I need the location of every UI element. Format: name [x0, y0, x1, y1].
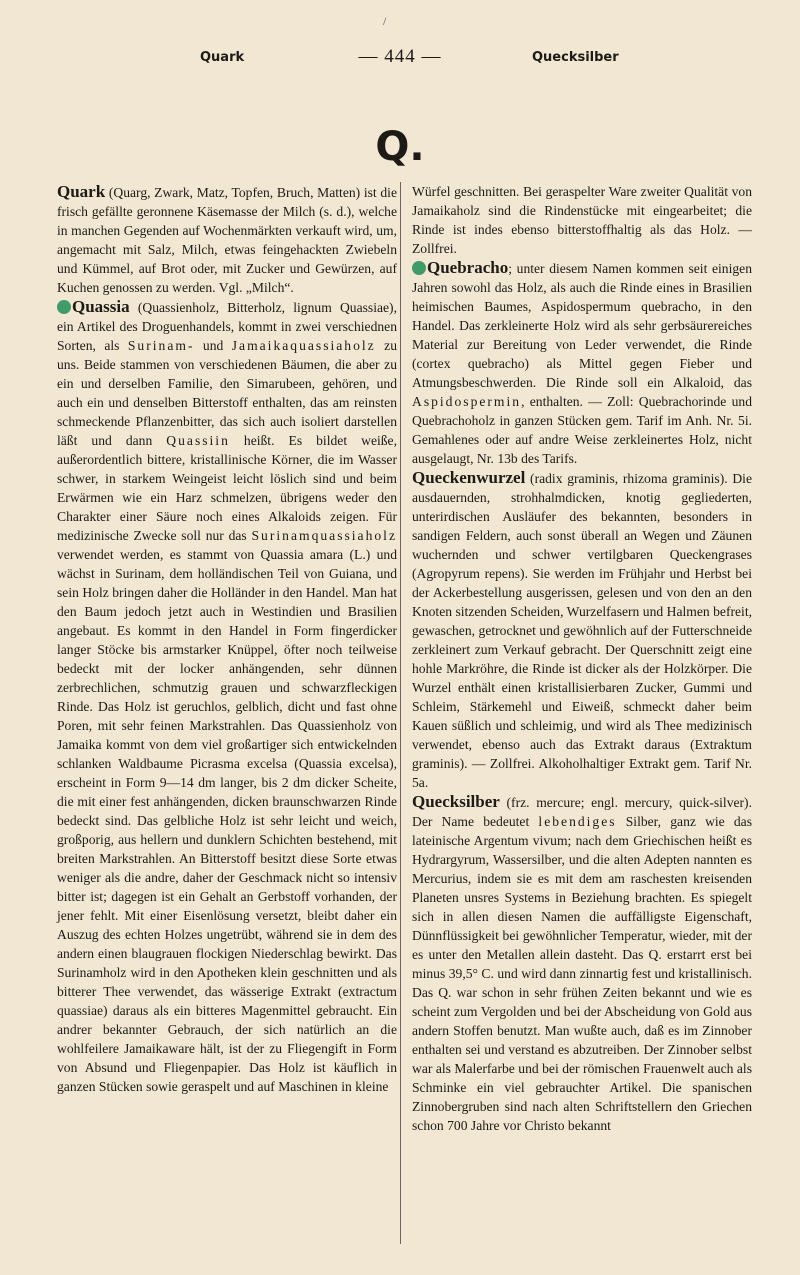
spaced-term: Jamaikaquassiaholz	[231, 338, 376, 353]
right-column	[412, 182, 752, 1135]
entry-quebracho-text-1: ; unter diesem Namen kommen seit einigen Jahren sowohl das Holz, als auch die Rinde eines in Brasilien heimischen Baumes, Aspidospermum quebracho, in den Handel. Das zerkleinerte Holz wird als sehr gerbsäurereiches Material zur Bereitung von Leder verwendet, die Rinde (cortex quebracho) als Mittel gegen Fieber und Atmungsbeschwerden. Die Rinde soll ein Alkaloid, das	[412, 261, 752, 390]
entry-quassia-continuation: Würfel geschnitten. Bei geraspelter Ware zweiter Qualität von Jamaikaholz sind die Rindenstücke mit eingearbeitet; die Rinde ist indes ebenso bitterstoffhaltig als das Holz. — Zollfrei.	[412, 184, 752, 256]
entry-quassia-text-2: und	[194, 338, 232, 353]
page-number: — 444 —	[358, 46, 442, 67]
headword-quebracho: Quebracho	[427, 258, 509, 277]
entry-quassia	[57, 297, 397, 1096]
spaced-term: Surinamquassiaholz	[251, 528, 397, 543]
entry-quecksilber	[412, 792, 752, 1135]
entry-quebracho	[412, 258, 752, 468]
spaced-term: lebendiges	[538, 814, 617, 829]
green-marker-icon	[57, 300, 71, 314]
spaced-term: Aspidospermin	[412, 394, 522, 409]
entry-quebracho-text-2: , enthalten. — Zoll: Quebrachorinde und Quebrachoholz in ganzen Stücken gem. Tarif im Anh. Nr. 5i. Gemahlenes oder auf andre Weise zerkleinertes Holz, nicht ausgelaugt, Nr. 13b des Tarifs.	[412, 394, 752, 466]
entry-quassia-text-5: verwendet werden, es stammt von Quassia amara (L.) und wächst in Surinam, dem holländischen Teil von Guiana, und sein Holz bringen daher die Holländer in den Handel. Man hat den Baum jedoch jetzt auch in Westindien und Brasilien angebaut. Es kommt in den Handel in Form fingerdicker langer Stöcke bis armstarker Knüppel, öfter noch teilweise bedeckt mit der locker anhängenden, sehr dünnen zerbrechlichen, schmutzig grauen und schwarzfleckigen Rinde. Das Holz ist geruchlos, gelblich, dicht und fast ohne Poren, mit sehr feinen Markstrahlen. Das Quassienholz von Jamaika kommt von dem viel großartiger sich entwickelnden schlanken Waldbaume Picrasma excelsa (Quassia excelsa), erscheint in Form 9—14 dm langer, bis 2 dm dicker Scheite, die mit einer fest anhängenden, dicken braunschwarzen Rinde bedeckt sind. Das gelbliche Holz ist sehr leicht und weich, großporig, aus hellern und dunklern Schichten bestehend, mit breiten Markstrahlen. An Bitterstoff besitzt diese Sorte etwas weniger als die andre, daher der Geschmack nicht so intensiv bitter ist; dagegen ist ein Gehalt an Gerbstoff vorhanden, der jener fehlt. Mit einer Eisenlösung versetzt, bleibt daher ein Auszug des echten Holzes ungetrübt, während sie in dem des andern einen blaugrauen flockigen Niederschlag bewirkt. Das Surinamholz wird in den Apotheken klein geschnitten und als bitterer Thee verwendet, das wässerige Extrakt (extractum quassiae) daraus als ein bitteres Magenmittel gebraucht. Ein andrer bekannter Gebrauch, der sich natürlich an die wohlfeilere Jamaikaware hält, ist der zu Fliegengift in Form von Absund und Fliegenpapier. Das Holz ist käuflich in ganzen Stücken sowie geraspelt und auf Maschinen in kleine	[57, 547, 397, 1094]
entry-quassia-text-4: heißt. Es bildet weiße, außerordentlich bittere, kristallinische Körner, die im Wasser schwer, in starkem Weingeist leicht löslich sind und beim Erwärmen wie ein Harz schmelzen, übrigens weder den Charakter einer Säure noch eines Alkaloids zeigen. Für medizinische Zwecke soll nur das	[57, 433, 397, 543]
entry-quark	[57, 182, 397, 297]
entry-quecksilber-text-1: (frz. mercure; engl. mercury, quick-silver). Der Name bedeutet	[412, 795, 752, 829]
entry-queckenwurzel-text: (radix graminis, rhizoma graminis). Die ausdauernden, strohhalmdicken, knotig gegliederten, unterirdischen Ausläufer des bekannten, besonders in sandigen Feldern, auch sonst überall an Wegen und Zäunen wuchernden und schwer vertilgbaren Queckengrases (Agropyrum repens). Sie werden im Frühjahr und Herbst bei der Ackerbestellung ausgerissen, gelesen und von den an den Knoten sitzenden Scheiden, Wurzelfasern und Halmen befreit, gewaschen, getrocknet und gewöhnlich auf der Futterschneide zerkleinert zum Verkauf gebracht. Der Querschnitt zeigt eine hohle Markröhre, die Rinde ist dicker als der Holzkörper. Die Wurzel enthält einen kristallisierbaren Zucker, Gummi und Schleim, Stärkemehl und Eiweiß, schmeckt daher beim Kauen süßlich und schleimig, und wird als Thee medizinisch verwendet, ebenso auch das Extrakt daraus (Extraktum graminis). — Zollfrei. Alkoholhaltiger Extrakt gem. Tarif Nr. 5a.	[412, 471, 752, 790]
running-head-right: Quecksilber	[532, 50, 619, 65]
entry-quassia-text-3: zu uns. Beide stammen von verschiedenen Bäumen, die aber zu ein und derselben Familie, den Simarubeen, gehören, und auch ein und denselben Bitterstoff enthalten, das am reinsten schmeckende Pflanzenbitter, das sich auch isoliert darstellen läßt und dann	[57, 338, 397, 448]
entry-quark-text: (Quarg, Zwark, Matz, Topfen, Bruch, Matten) ist die frisch gefällte geronnene Käsemasse der Milch (s. d.), welche in manchen Gegenden auf Wochenmärkten verkauft wird, um, angemacht mit Salz, Milch, etwas feingehackten Zwiebeln und Kümmel, auf Brot oder, mit Zucker und Gewürzen, auf Kuchen genossen zu werden. Vgl. „Milch“.	[57, 185, 397, 295]
entry-queckenwurzel	[412, 468, 752, 792]
running-head	[0, 46, 800, 70]
green-marker-icon	[412, 261, 426, 275]
spaced-term: Surinam-	[127, 338, 195, 353]
entry-quecksilber-text-2: Silber, ganz wie das lateinische Argentum vivum; nach dem Griechischen heißt es Hydrargyrum, Wassersilber, und die alten Adepten nannten es Mercurius, indem sie es mit dem am raschesten kreisenden Planeten unsres Systems in Beziehung brachten. Es spiegelt sich in allen diesen Namen die auffälligste Eigenschaft, Dünnflüssigkeit bei gewöhnlicher Temperatur, wieder, mit der es unter den Metallen allein dasteht. Das Q. erstarrt erst bei minus 39,5° C. und wird dann zinnartig fest und kristallinisch. Das Q. war schon in sehr frühen Zeiten bekannt und wie es scheint zum Vergolden und bei der Abscheidung von Gold aus andern Stoffen benutzt. Man wußte auch, daß es im Zinnober enthalten sei und verstand es abzutreiben. Der Zinnober selbst war als Malerfarbe und bei der römischen Frauenwelt auch als Schminke ein viel gebrauchter Artikel. Die spanischen Zinnobergruben sind nach alten Schriftstellern den Griechen schon 700 Jahre vor Christo bekannt	[412, 814, 753, 1133]
headword-quassia: Quassia	[72, 297, 130, 316]
headword-quark: Quark	[57, 182, 106, 201]
page-mark: /	[383, 14, 387, 28]
entry-quassia-text-1: (Quassienholz, Bitterholz, lignum Quassiae), ein Artikel des Droguenhandels, kommt in zwei verschiednen Sorten, als	[57, 300, 397, 353]
section-letter: Q.	[375, 124, 425, 170]
headword-queckenwurzel: Queckenwurzel	[412, 468, 526, 487]
column-divider	[400, 182, 401, 1244]
running-head-left: Quark	[200, 50, 245, 65]
left-column	[57, 182, 397, 1096]
headword-quecksilber: Quecksilber	[412, 792, 500, 811]
spaced-term: Quassiin	[166, 433, 230, 448]
